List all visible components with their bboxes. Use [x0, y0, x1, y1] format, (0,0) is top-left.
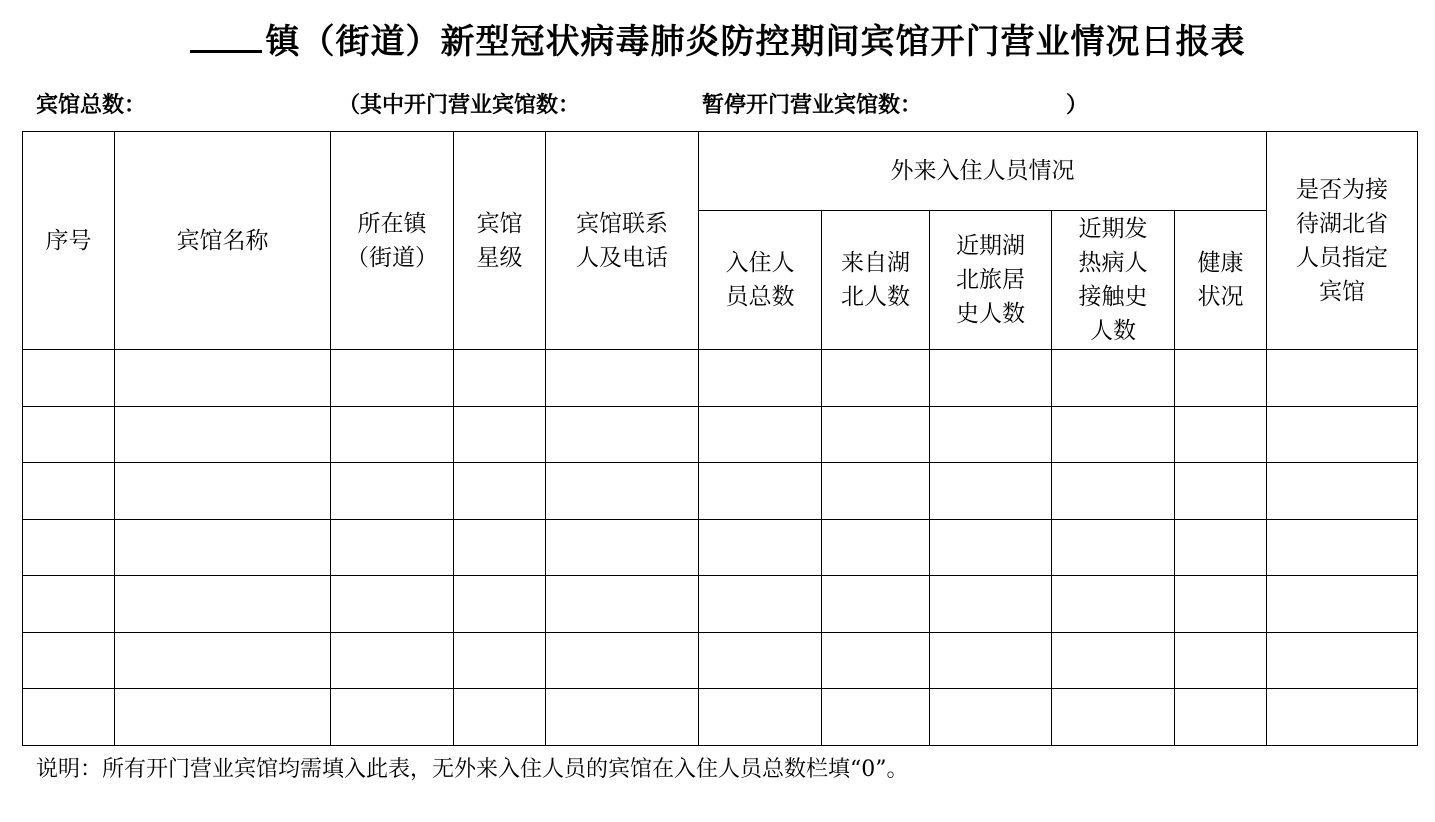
open-hotels-label: （其中开门营业宾馆数： [338, 92, 581, 118]
table-row [23, 350, 1418, 407]
cell-health-status[interactable] [1175, 519, 1267, 576]
cell-guests-total[interactable] [699, 689, 822, 746]
cell-contact[interactable] [546, 350, 699, 407]
table-row [23, 519, 1418, 576]
cell-star-rating[interactable] [454, 406, 546, 463]
cell-fever-contact[interactable] [1052, 463, 1175, 520]
cell-from-hubei[interactable] [822, 519, 930, 576]
cell-designated-hotel[interactable] [1267, 463, 1418, 520]
cell-town[interactable] [331, 689, 454, 746]
hotel-report-table [22, 131, 1418, 746]
cell-fever-contact[interactable] [1052, 689, 1175, 746]
header-guest-group: 外来入住人员情况 [699, 132, 1267, 211]
cell-seq[interactable] [23, 576, 115, 633]
header-star-rating: 宾馆 星级 [454, 132, 546, 350]
summary-close-paren: ） [1066, 92, 1089, 118]
cell-designated-hotel[interactable] [1267, 576, 1418, 633]
header-hotel-name: 宾馆名称 [115, 132, 331, 350]
cell-guests-total[interactable] [699, 632, 822, 689]
cell-health-status[interactable] [1175, 689, 1267, 746]
cell-from-hubei[interactable] [822, 632, 930, 689]
cell-town[interactable] [331, 632, 454, 689]
cell-star-rating[interactable] [454, 689, 546, 746]
cell-guests-total[interactable] [699, 463, 822, 520]
cell-town[interactable] [331, 463, 454, 520]
cell-star-rating[interactable] [454, 519, 546, 576]
cell-contact[interactable] [546, 406, 699, 463]
cell-hotel-name[interactable] [115, 350, 331, 407]
cell-star-rating[interactable] [454, 463, 546, 520]
report-title-text: 镇（街道）新型冠状病毒肺炎防控期间宾馆开门营业情况日报表 [265, 22, 1246, 62]
cell-health-status[interactable] [1175, 632, 1267, 689]
cell-from-hubei[interactable] [822, 350, 930, 407]
cell-designated-hotel[interactable] [1267, 632, 1418, 689]
cell-fever-contact[interactable] [1052, 632, 1175, 689]
header-fever-contact: 近期发 热病人 接触史 人数 [1052, 211, 1175, 350]
cell-seq[interactable] [23, 350, 115, 407]
header-guests-total: 入住人 员总数 [699, 211, 822, 350]
cell-fever-contact[interactable] [1052, 350, 1175, 407]
cell-from-hubei[interactable] [822, 576, 930, 633]
header-designated-hotel: 是否为接 待湖北省 人员指定 宾馆 [1267, 132, 1418, 350]
cell-from-hubei[interactable] [822, 406, 930, 463]
table-row [23, 406, 1418, 463]
cell-guests-total[interactable] [699, 519, 822, 576]
header-hubei-history: 近期湖 北旅居 史人数 [930, 211, 1052, 350]
table-row [23, 632, 1418, 689]
cell-designated-hotel[interactable] [1267, 689, 1418, 746]
town-name-blank[interactable] [190, 49, 262, 53]
cell-star-rating[interactable] [454, 350, 546, 407]
cell-star-rating[interactable] [454, 576, 546, 633]
header-health-status: 健康 状况 [1175, 211, 1267, 350]
cell-town[interactable] [331, 350, 454, 407]
header-town: 所在镇 （街道） [331, 132, 454, 350]
table-body [23, 350, 1418, 746]
cell-seq[interactable] [23, 689, 115, 746]
cell-health-status[interactable] [1175, 576, 1267, 633]
cell-guests-total[interactable] [699, 576, 822, 633]
cell-fever-contact[interactable] [1052, 406, 1175, 463]
cell-designated-hotel[interactable] [1267, 350, 1418, 407]
cell-designated-hotel[interactable] [1267, 519, 1418, 576]
cell-town[interactable] [331, 576, 454, 633]
cell-seq[interactable] [23, 519, 115, 576]
cell-guests-total[interactable] [699, 350, 822, 407]
cell-contact[interactable] [546, 576, 699, 633]
cell-health-status[interactable] [1175, 350, 1267, 407]
cell-from-hubei[interactable] [822, 463, 930, 520]
report-title [0, 14, 1435, 63]
cell-hotel-name[interactable] [115, 632, 331, 689]
cell-hubei-history[interactable] [930, 463, 1052, 520]
header-contact: 宾馆联系 人及电话 [546, 132, 699, 350]
footnote: 说明：所有开门营业宾馆均需填入此表，无外来入住人员的宾馆在入住人员总数栏填“0”。 [36, 757, 909, 782]
cell-designated-hotel[interactable] [1267, 406, 1418, 463]
cell-hotel-name[interactable] [115, 689, 331, 746]
cell-fever-contact[interactable] [1052, 519, 1175, 576]
header-from-hubei: 来自湖 北人数 [822, 211, 930, 350]
cell-seq[interactable] [23, 632, 115, 689]
cell-hubei-history[interactable] [930, 406, 1052, 463]
cell-hotel-name[interactable] [115, 519, 331, 576]
cell-hubei-history[interactable] [930, 576, 1052, 633]
cell-hotel-name[interactable] [115, 406, 331, 463]
cell-town[interactable] [331, 519, 454, 576]
cell-hubei-history[interactable] [930, 519, 1052, 576]
cell-health-status[interactable] [1175, 463, 1267, 520]
cell-health-status[interactable] [1175, 406, 1267, 463]
cell-hotel-name[interactable] [115, 576, 331, 633]
cell-contact[interactable] [546, 463, 699, 520]
cell-contact[interactable] [546, 689, 699, 746]
cell-hubei-history[interactable] [930, 689, 1052, 746]
cell-seq[interactable] [23, 406, 115, 463]
cell-fever-contact[interactable] [1052, 576, 1175, 633]
header-seq: 序号 [23, 132, 115, 350]
closed-hotels-label: 暂停开门营业宾馆数： [702, 92, 923, 118]
hotel-total-label: 宾馆总数： [36, 92, 147, 118]
cell-hotel-name[interactable] [115, 463, 331, 520]
cell-town[interactable] [331, 406, 454, 463]
cell-hubei-history[interactable] [930, 632, 1052, 689]
table-row [23, 689, 1418, 746]
table-row [23, 463, 1418, 520]
cell-guests-total[interactable] [699, 406, 822, 463]
cell-from-hubei[interactable] [822, 689, 930, 746]
table-row [23, 576, 1418, 633]
cell-star-rating[interactable] [454, 632, 546, 689]
cell-contact[interactable] [546, 519, 699, 576]
cell-contact[interactable] [546, 632, 699, 689]
cell-hubei-history[interactable] [930, 350, 1052, 407]
cell-seq[interactable] [23, 463, 115, 520]
